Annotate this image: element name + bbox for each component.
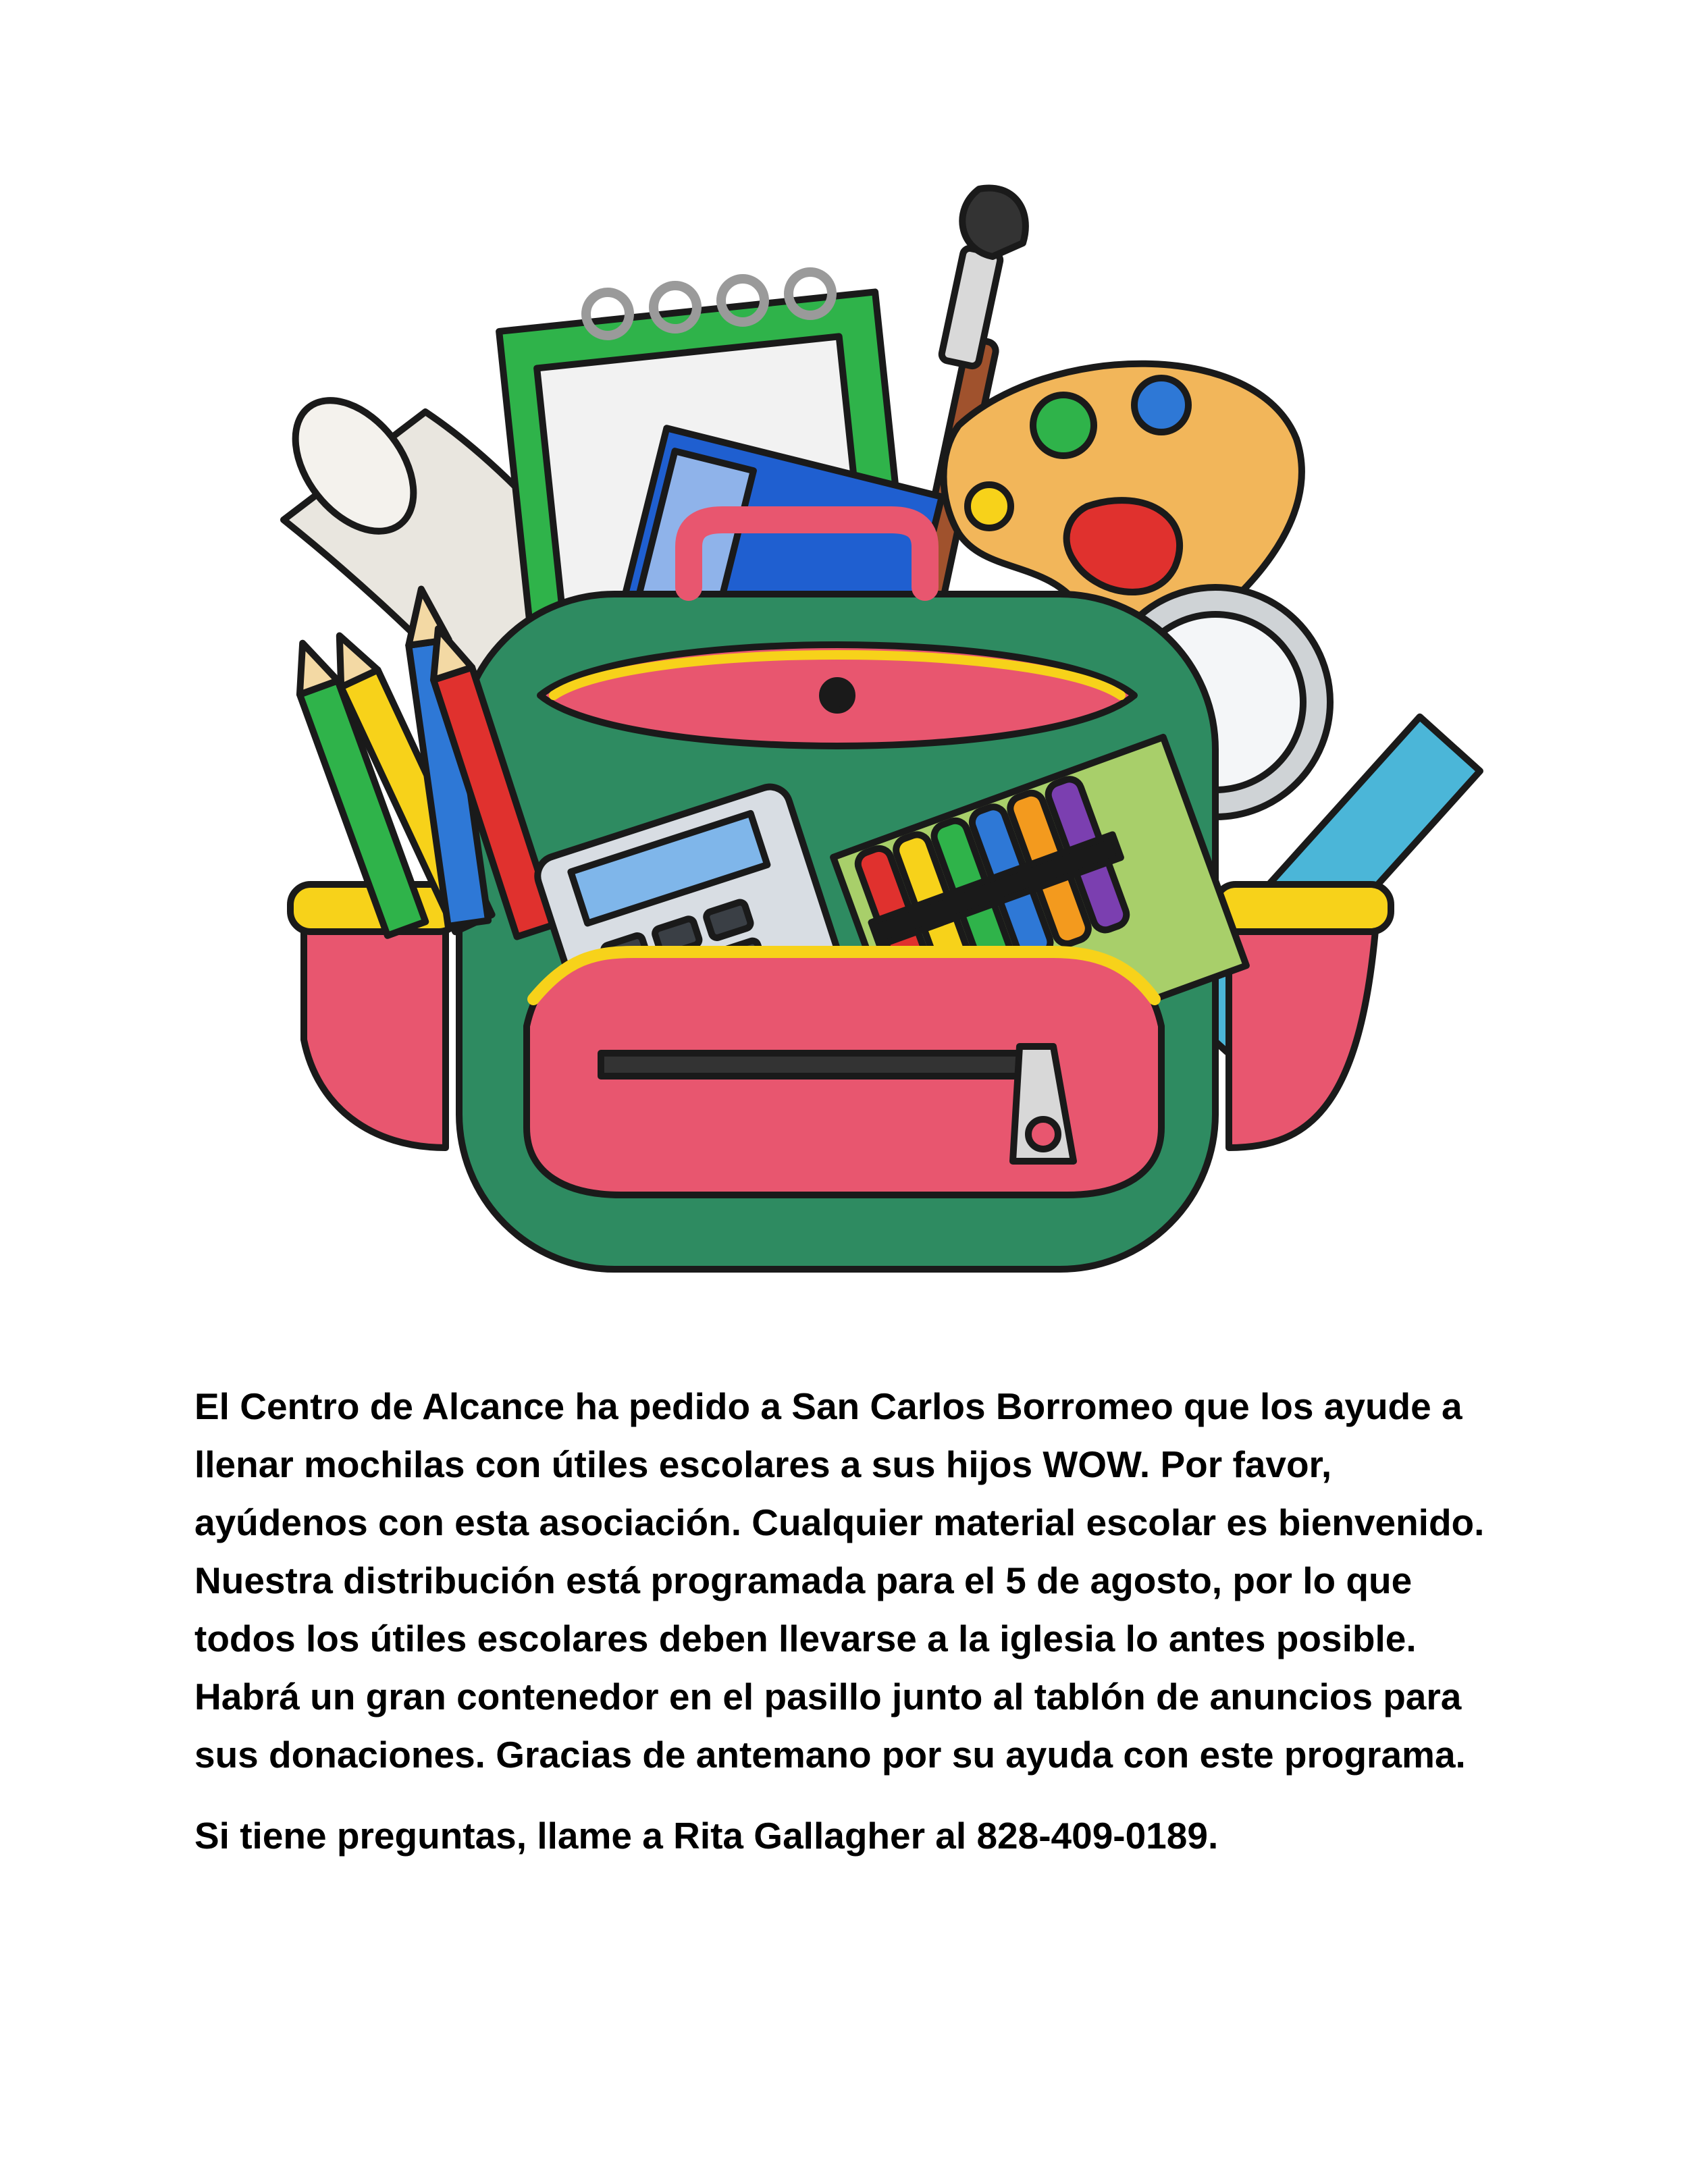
side-pocket-right-icon	[1215, 884, 1391, 1148]
school-backpack-with-supplies-icon	[203, 169, 1485, 1283]
side-pocket-left-icon	[290, 884, 459, 1148]
contact-line: Si tiene preguntas, llame a Rita Gallagher al 828-409-0189.	[194, 1815, 1219, 1857]
backpack-illustration	[203, 169, 1485, 1283]
main-paragraph: El Centro de Alcance ha pedido a San Carlos Borromeo que los ayude a llenar mochilas con útiles escolares a sus hijos WOW. Por favor, ayúdenos con esta asociación. Cualquier material escolar es bienvenido. Nuestra distribución está programada para el 5 de agosto, por lo que todos los útiles escolares deben llevarse a la iglesia lo antes posible. Habrá un gran contenedor en el pasillo junto al tablón de anuncios para sus donaciones. Gracias de antemano por su ayuda con este programa.	[194, 1385, 1485, 1776]
front-pocket-icon	[527, 952, 1161, 1195]
announcement-text	[194, 1377, 1504, 1865]
